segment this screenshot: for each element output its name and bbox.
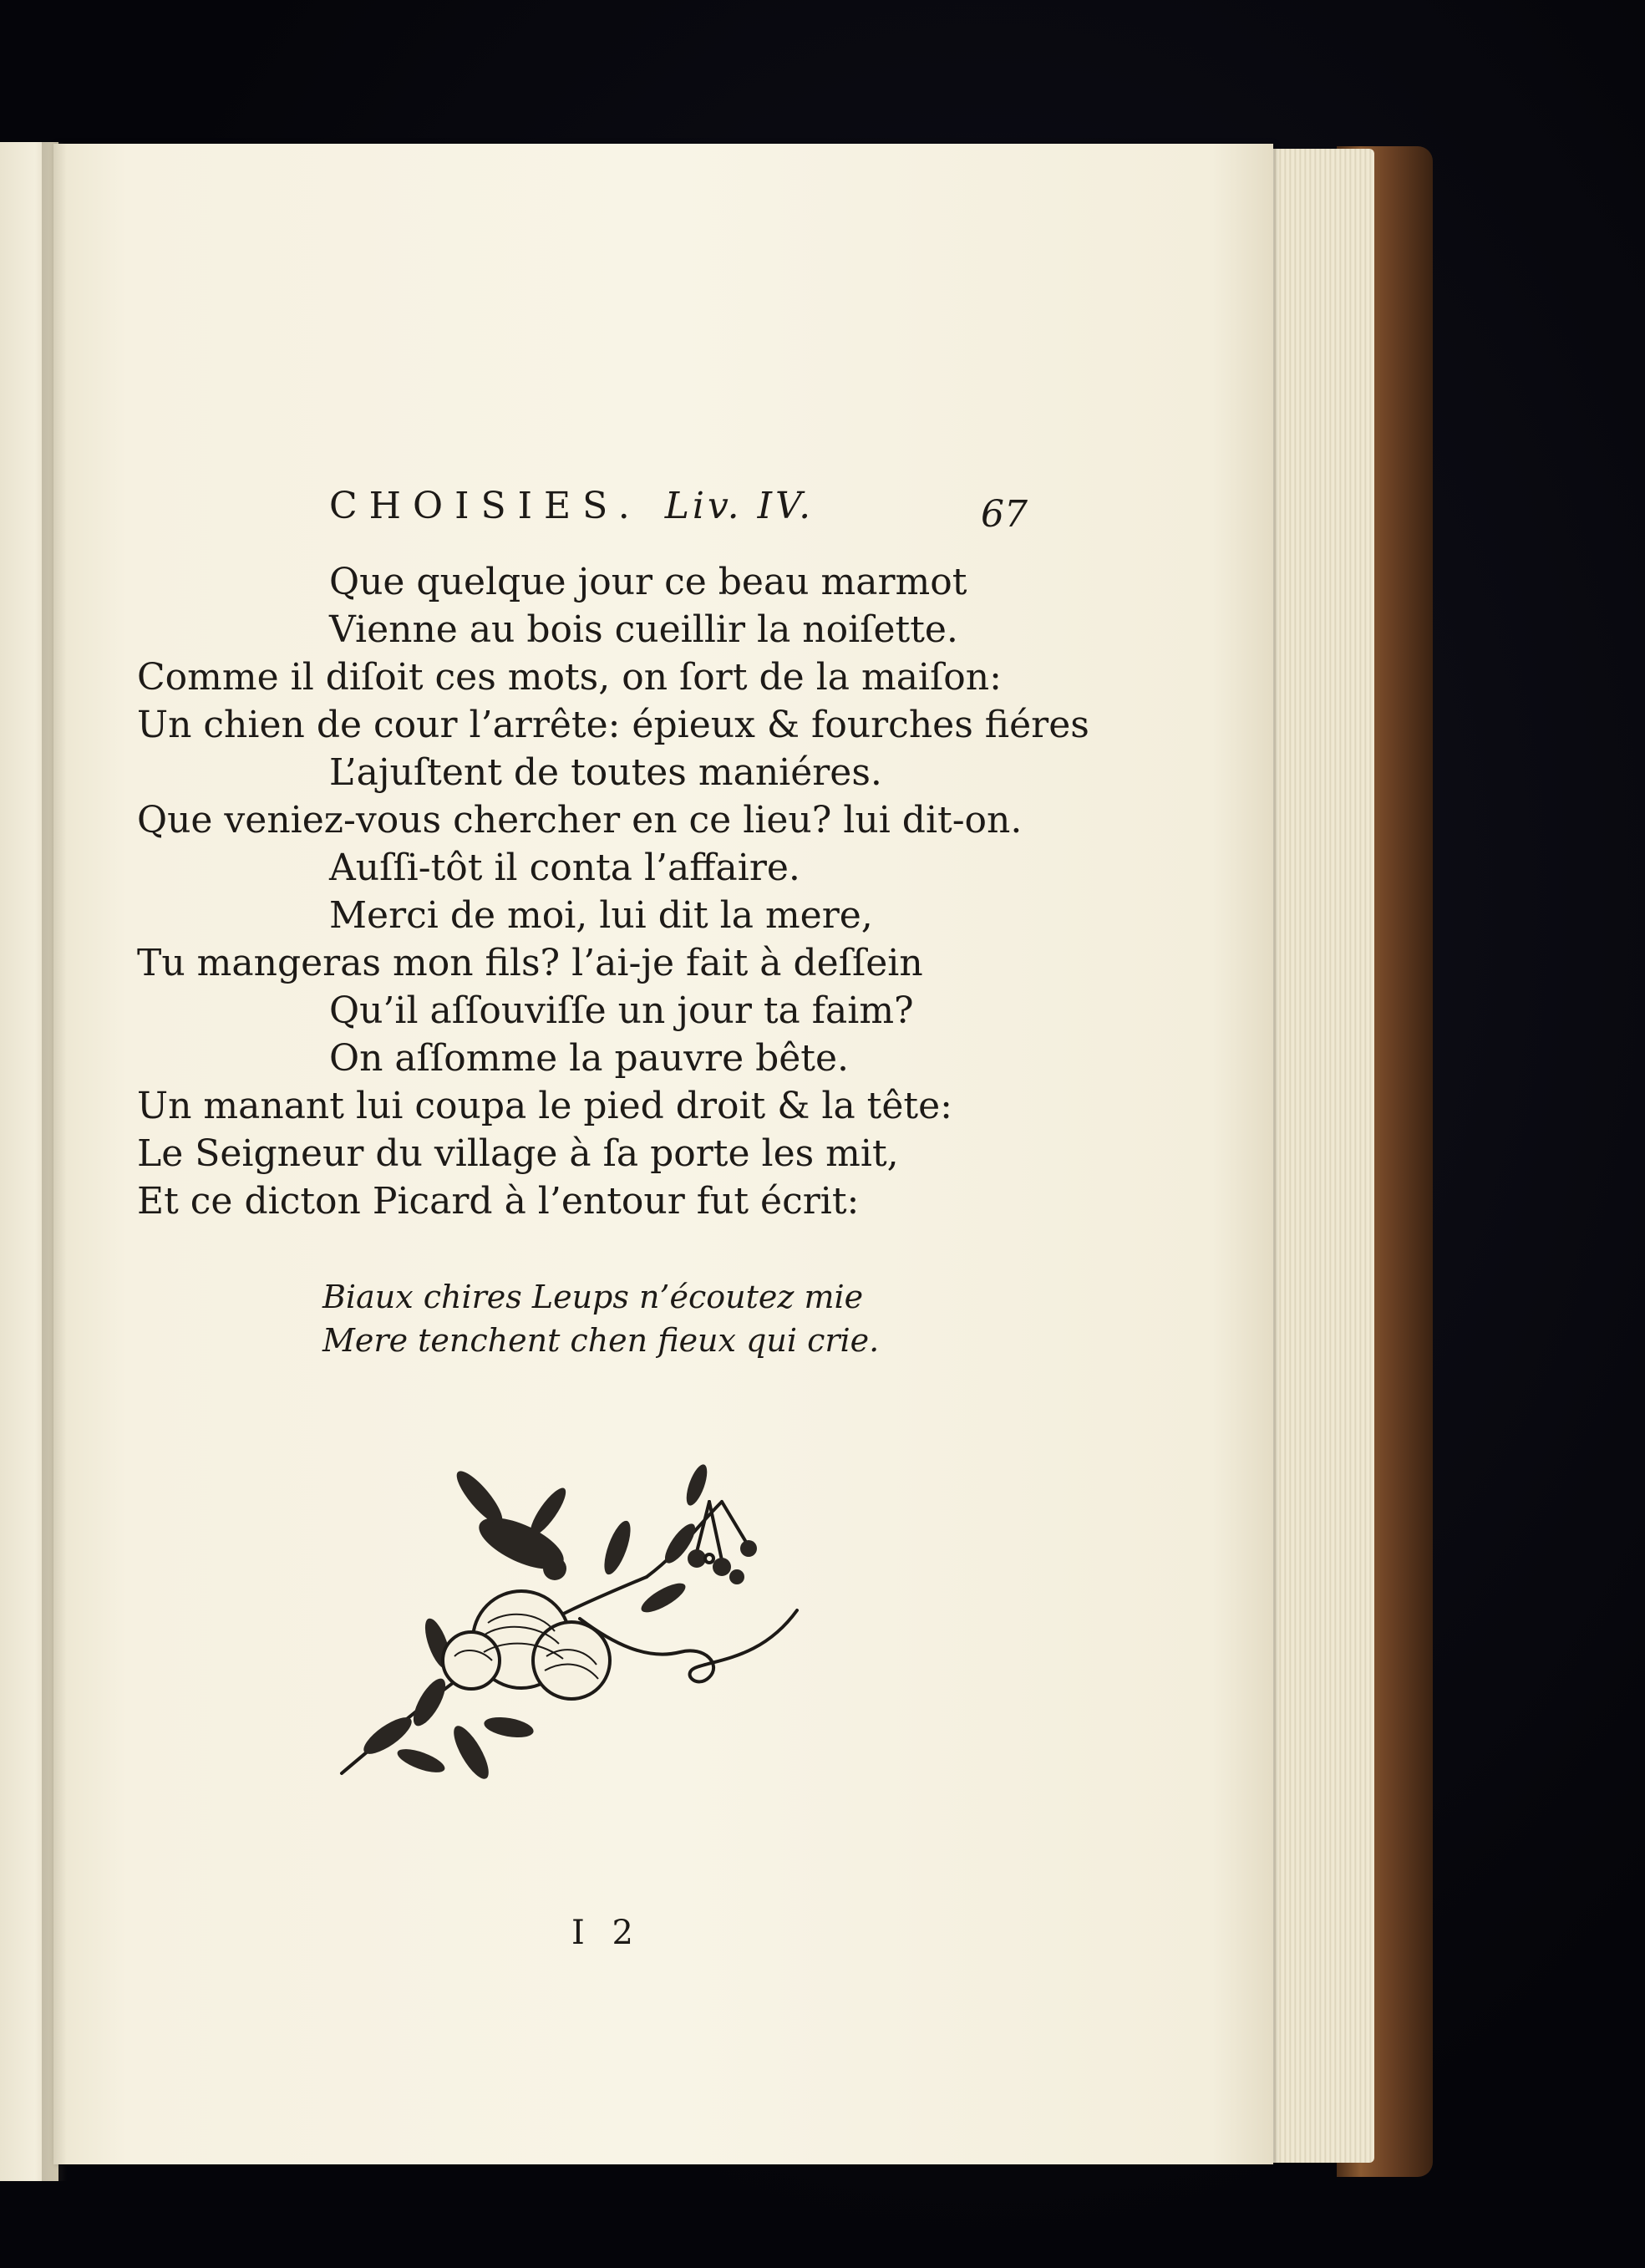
book-page bbox=[53, 144, 1273, 2164]
verse-line: On aſſomme la pauvre bête. bbox=[329, 1037, 850, 1080]
running-head-book: Liv. IV. bbox=[664, 485, 815, 527]
page-edges bbox=[1262, 149, 1374, 2163]
fruit-bird-ornament-icon bbox=[329, 1452, 881, 1803]
verse-line: Que quelque jour ce beau marmot bbox=[329, 561, 967, 603]
verse-line: Qu’il aſſouviſſe un jour ta faim? bbox=[329, 989, 914, 1032]
verse-line: Et ce dicton Picard à l’entour fut écrit: bbox=[137, 1180, 860, 1223]
verse-line: Un manant lui coupa le pied droit & la tête: bbox=[137, 1085, 952, 1127]
signature-mark: I 2 bbox=[571, 1914, 642, 1952]
verse-line: Que veniez-vous chercher en ce lieu? lui dit-on. bbox=[137, 799, 1023, 842]
verse-line: Vienne au bois cueillir la noiſette. bbox=[329, 608, 958, 651]
verse-line: Merci de moi, lui dit la mere, bbox=[329, 894, 873, 937]
verse-line: Comme il diſoit ces mots, on ſort de la maiſon: bbox=[137, 656, 1002, 699]
verse-line: Le Seigneur du village à ſa porte les mit, bbox=[137, 1132, 899, 1175]
page-text bbox=[53, 144, 1273, 2164]
running-head bbox=[329, 485, 814, 527]
gutter-shadow bbox=[42, 142, 67, 2181]
picard-couplet-line: Mere tenchent chen fieux qui crie. bbox=[322, 1322, 880, 1359]
picard-couplet-line: Biaux chires Leups n’écoutez mie bbox=[322, 1279, 864, 1315]
verse-line: Tu mangeras mon fils? l’ai-je fait à deſſein bbox=[137, 942, 923, 984]
verse-line: L’ajuſtent de toutes maniéres. bbox=[329, 751, 882, 794]
verse-line: Auſſi-tôt il conta l’affaire. bbox=[329, 847, 800, 889]
running-head-title: CHOISIES. bbox=[329, 485, 642, 527]
verse-line: Un chien de cour l’arrête: épieux & fourches fiéres bbox=[137, 704, 1089, 746]
page-number: 67 bbox=[981, 493, 1028, 536]
